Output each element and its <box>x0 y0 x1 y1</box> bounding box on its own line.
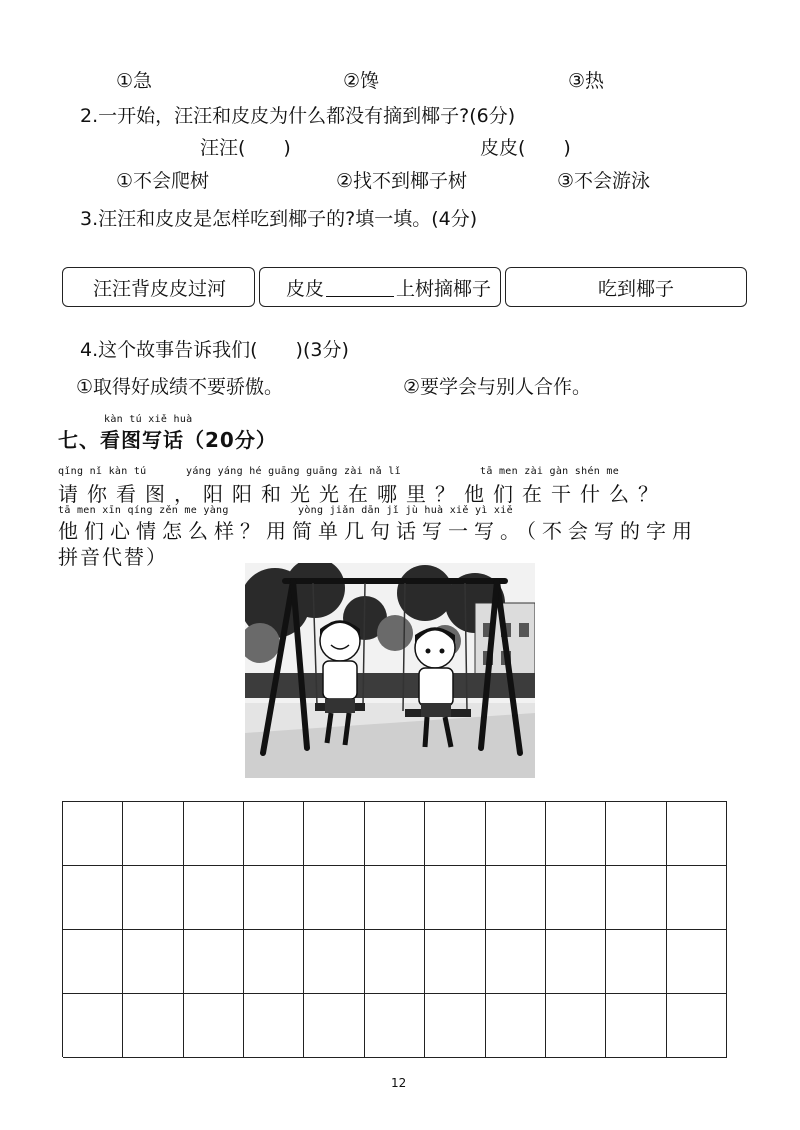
prompt-l2-pinyin-2: yòng jiǎn dān jǐ jù huà xiě yì xiě <box>298 505 513 516</box>
grid-cell[interactable] <box>123 930 183 994</box>
grid-cell[interactable] <box>365 802 425 866</box>
q4-option-2: ②要学会与别人合作。 <box>403 376 592 398</box>
prompt-line2: 他们心情怎么样？用简单几句话写一写。（不会写的字用 <box>58 519 698 543</box>
grid-cell[interactable] <box>184 802 244 866</box>
grid-cell[interactable] <box>244 994 304 1058</box>
grid-cell[interactable] <box>63 994 123 1058</box>
grid-cell[interactable] <box>667 866 727 930</box>
grid-row <box>63 802 727 866</box>
grid-cell[interactable] <box>425 802 485 866</box>
grid-cell[interactable] <box>123 866 183 930</box>
grid-cell[interactable] <box>123 802 183 866</box>
grid-cell[interactable] <box>304 802 364 866</box>
grid-cell[interactable] <box>123 994 183 1058</box>
q2-question: 2.一开始，汪汪和皮皮为什么都没有摘到椰子?(6分) <box>80 105 516 127</box>
grid-row <box>63 930 727 994</box>
q2-option-2: ②找不到椰子树 <box>336 170 468 192</box>
grid-cell[interactable] <box>606 866 666 930</box>
q2-answer-wangwang[interactable]: 汪汪( ) <box>200 137 291 159</box>
grid-cell[interactable] <box>667 930 727 994</box>
grid-cell[interactable] <box>63 866 123 930</box>
grid-cell[interactable] <box>486 802 546 866</box>
grid-cell[interactable] <box>486 866 546 930</box>
grid-cell[interactable] <box>546 994 606 1058</box>
grid-cell[interactable] <box>365 930 425 994</box>
grid-cell[interactable] <box>546 802 606 866</box>
q4-option-1: ①取得好成绩不要骄傲。 <box>76 376 284 398</box>
grid-cell[interactable] <box>184 930 244 994</box>
grid-cell[interactable] <box>486 994 546 1058</box>
grid-cell[interactable] <box>667 802 727 866</box>
grid-cell[interactable] <box>365 994 425 1058</box>
grid-cell[interactable] <box>425 994 485 1058</box>
prompt-l1-pinyin-2: yáng yáng hé guāng guāng zài nǎ lǐ <box>186 466 401 477</box>
q3-box-2-after: 上树摘椰子 <box>396 277 492 300</box>
grid-cell[interactable] <box>244 930 304 994</box>
q2-option-1: ①不会爬树 <box>116 170 210 192</box>
q3-box-1 <box>62 267 255 307</box>
section7-title: 七、看图写话（20分） <box>58 428 277 452</box>
grid-row <box>63 866 727 930</box>
q2-option-3: ③不会游泳 <box>557 170 651 192</box>
q3-question: 3.汪汪和皮皮是怎样吃到椰子的?填一填。(4分) <box>80 208 478 230</box>
prompt-l1-pinyin-1: qǐng nǐ kàn tú <box>58 466 147 477</box>
grid-cell[interactable] <box>244 866 304 930</box>
q1-option-3: ③热 <box>568 70 605 92</box>
grid-cell[interactable] <box>606 802 666 866</box>
grid-cell[interactable] <box>606 994 666 1058</box>
grid-cell[interactable] <box>184 994 244 1058</box>
grid-cell[interactable] <box>606 930 666 994</box>
q3-box-1-text: 汪汪背皮皮过河 <box>93 277 227 300</box>
grid-cell[interactable] <box>425 866 485 930</box>
q3-fill-blank[interactable] <box>326 278 394 297</box>
prompt-line3: 拼音代替） <box>58 545 168 569</box>
q3-box-3-text: 吃到椰子 <box>597 277 674 300</box>
grid-cell[interactable] <box>63 802 123 866</box>
grid-cell[interactable] <box>546 930 606 994</box>
prompt-line1: 请你看图，阳阳和光光在哪里？他们在干什么？ <box>58 482 667 506</box>
page-number: 12 <box>391 1076 407 1090</box>
grid-cell[interactable] <box>365 866 425 930</box>
grid-cell[interactable] <box>667 994 727 1058</box>
writing-grid[interactable] <box>62 801 727 1057</box>
grid-row <box>63 994 727 1058</box>
q1-option-1: ①急 <box>116 70 153 92</box>
grid-cell[interactable] <box>546 866 606 930</box>
prompt-l2-pinyin-1: tā men xīn qíng zěn me yàng <box>58 505 229 516</box>
q3-box-3 <box>505 267 747 307</box>
grid-cell[interactable] <box>63 930 123 994</box>
q1-option-2: ②馋 <box>343 70 380 92</box>
prompt-l1-pinyin-3: tā men zài gàn shén me <box>480 466 620 477</box>
grid-cell[interactable] <box>184 866 244 930</box>
grid-cell[interactable] <box>304 866 364 930</box>
swing-illustration <box>245 563 535 778</box>
q3-box-2 <box>259 267 501 307</box>
q4-question: 4.这个故事告诉我们( )(3分) <box>80 339 349 361</box>
grid-cell[interactable] <box>486 930 546 994</box>
grid-cell[interactable] <box>244 802 304 866</box>
grid-cell[interactable] <box>304 930 364 994</box>
section7-pinyin: kàn tú xiě huà <box>104 414 193 425</box>
q3-box-2-before: 皮皮 <box>286 277 325 300</box>
grid-cell[interactable] <box>304 994 364 1058</box>
q2-answer-pipi[interactable]: 皮皮( ) <box>480 137 571 159</box>
grid-cell[interactable] <box>425 930 485 994</box>
